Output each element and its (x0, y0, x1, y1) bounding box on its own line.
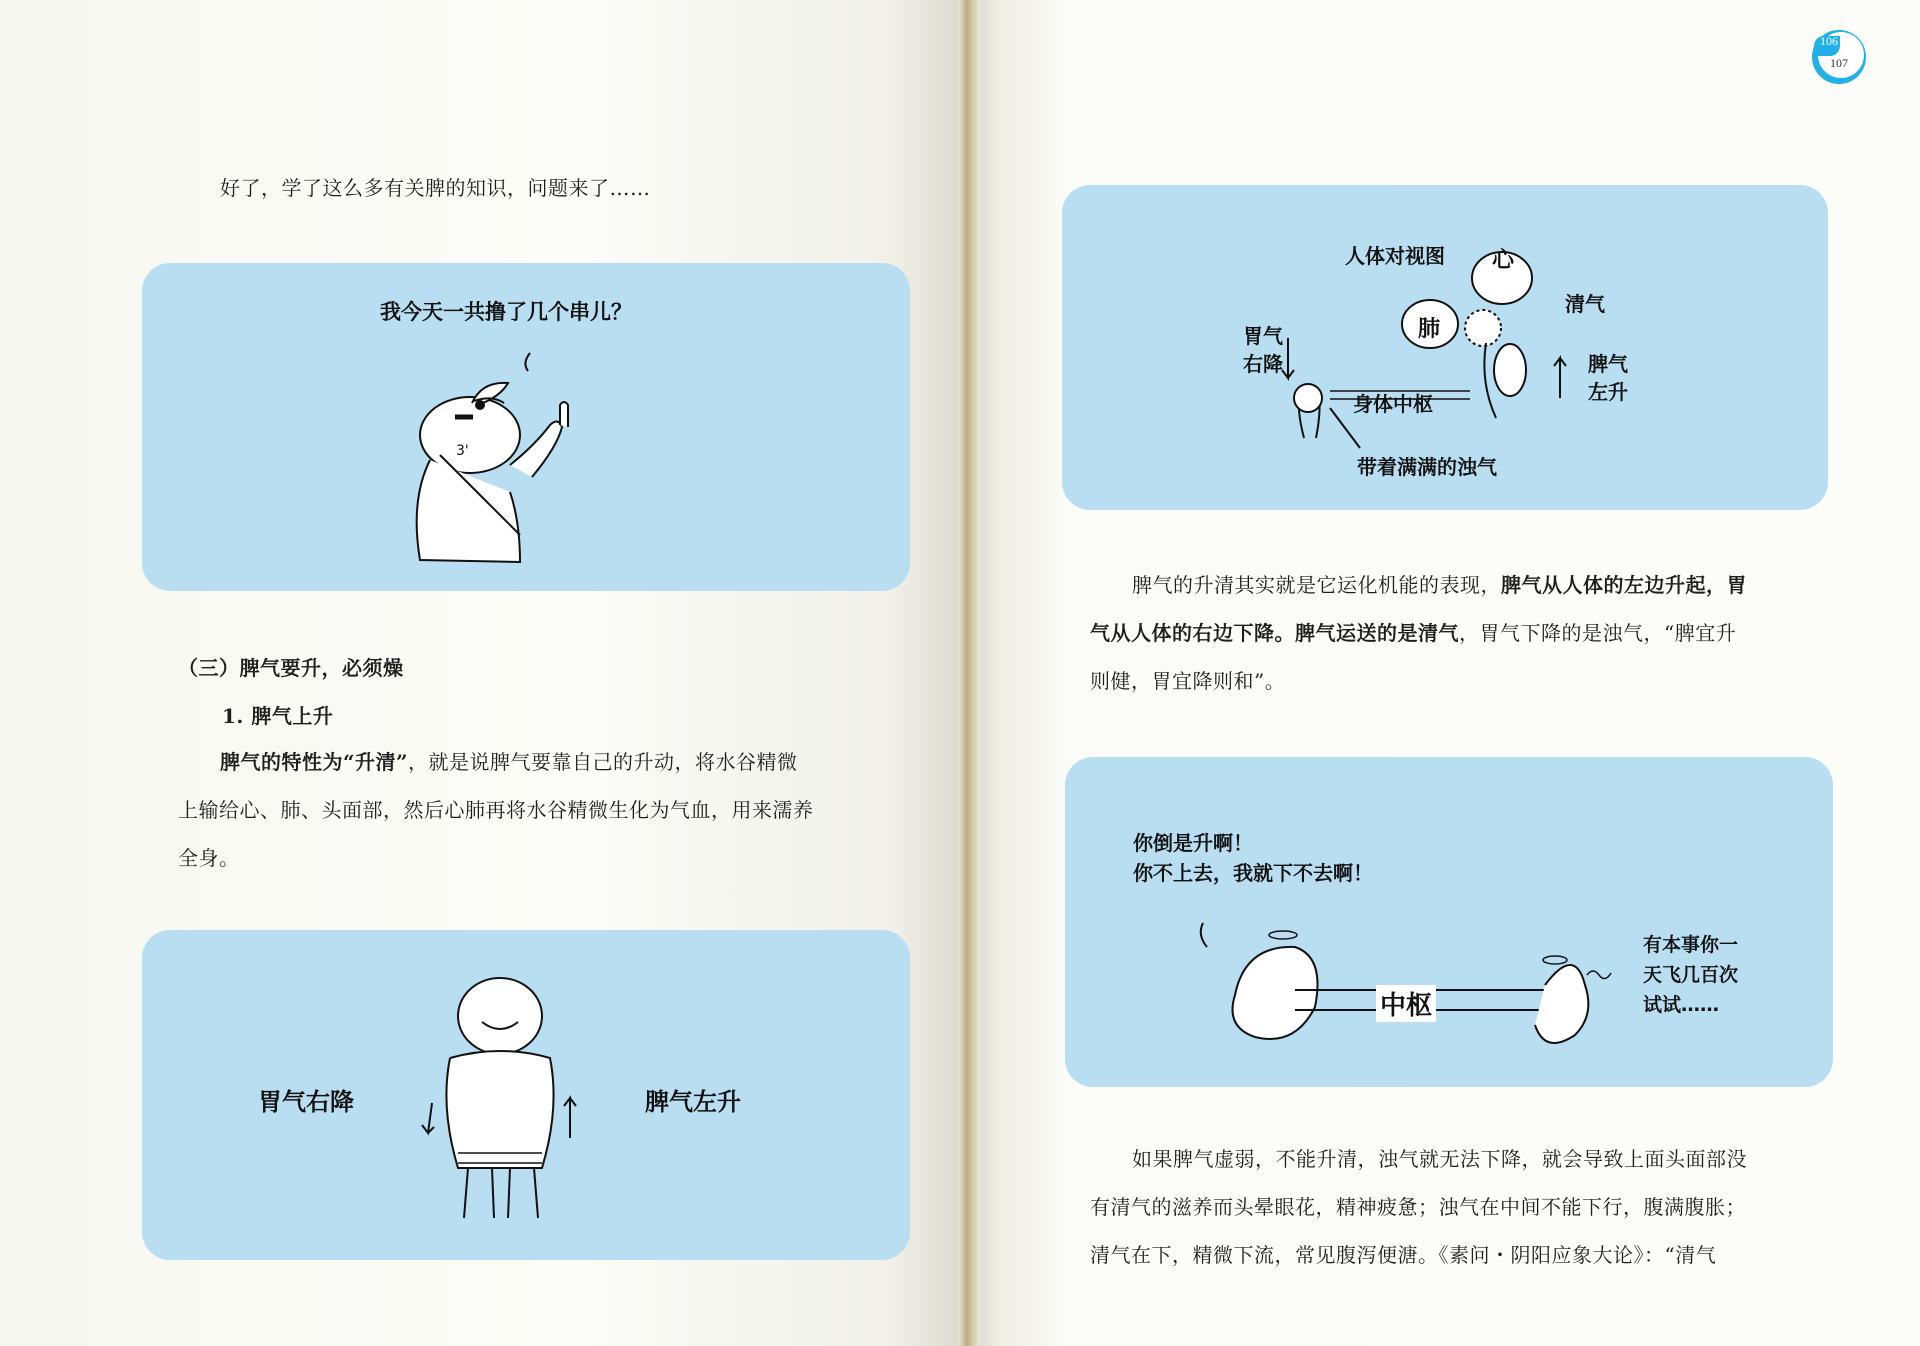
svg-text:3': 3' (456, 443, 469, 459)
spleen-qi-label (1588, 350, 1628, 406)
paragraph-line-2: 上输给心、肺、头面部，然后心肺再将水谷精微生化为气血，用来濡养 (178, 798, 814, 822)
comic4-reply (1643, 930, 1738, 1020)
qingqi-label: 清气 (1565, 292, 1605, 316)
spleen-qi-label-line2: 左升 (1588, 380, 1628, 404)
body-axis-label: 身体中枢 (1353, 392, 1433, 416)
stomach-qi-label-line1: 胃气 (1243, 324, 1283, 348)
paragraph1-line-2-bold: 气从人体的右边下降。脾气运送的是清气 (1090, 621, 1459, 645)
body-figure-illustration (410, 978, 590, 1208)
bold-phrase: 脾气的特性为“升清” (220, 750, 409, 774)
lung-label: 肺 (1418, 317, 1441, 342)
page-number-left: 106 (1820, 34, 1838, 48)
comic4-speech-line1: 你倒是升啊！ (1133, 831, 1253, 855)
book-gutter (958, 0, 980, 1346)
body-diagram-illustration (1240, 248, 1540, 458)
paragraph-line-1 (220, 739, 798, 786)
subheading: 1. 脾气上升 (222, 704, 334, 728)
comic4-speech (1133, 828, 1373, 888)
paragraph1-line-2 (1090, 610, 1736, 657)
center-axis-label: 中枢 (1376, 985, 1436, 1022)
comic2-label-left: 胃气右降 (258, 1088, 354, 1116)
turbid-qi-label: 带着满满的浊气 (1357, 455, 1497, 479)
paragraph1-line-1 (1132, 562, 1747, 609)
paragraph1-line-1-a: 脾气的升清其实就是它运化机能的表现， (1132, 573, 1501, 597)
bunny-character-illustration (400, 345, 600, 575)
paragraph2-line-2: 有清气的滋养而头晕眼花，精神疲惫；浊气在中间不能下行，腹满腹胀； (1090, 1195, 1746, 1219)
comic3-title: 人体对视图 (1345, 244, 1445, 268)
page-number-right: 107 (1830, 56, 1848, 70)
section-heading: （三）脾气要升，必须燥 (178, 656, 404, 680)
stomach-qi-label-line2: 右降 (1243, 352, 1283, 376)
comic4-reply-line3: 试试…… (1643, 994, 1720, 1016)
comic4-reply-line2: 天飞几百次 (1643, 964, 1739, 986)
comic2-label-right: 脾气左升 (645, 1088, 741, 1116)
spleen-qi-label-line1: 脾气 (1588, 352, 1628, 376)
paragraph1-line-3: 则健，胃宜降则和”。 (1090, 669, 1286, 693)
comic4-reply-line1: 有本事你一 (1643, 934, 1739, 956)
paragraph1-line-1-bold: 脾气从人体的左边升起，胃 (1501, 573, 1747, 597)
comic1-speech: 我今天一共撸了几个串儿？ (380, 300, 632, 324)
page-number-badge (1812, 30, 1866, 84)
paragraph1-line-2-b: ，胃气下降的是浊气，“脾宜升 (1459, 621, 1737, 645)
paragraph-line-3: 全身。 (178, 846, 240, 870)
intro-text: 好了，学了这么多有关脾的知识，问题来了…… (220, 176, 651, 200)
comic4-speech-line2: 你不上去，我就下不去啊！ (1133, 861, 1373, 885)
stomach-qi-label (1243, 322, 1283, 378)
paragraph2-line-3: 清气在下，精微下流，常见腹泻便溏。《素问・阴阳应象大论》：“清气 (1090, 1243, 1717, 1267)
paragraph-line-1-rest: ，就是说脾气要靠自己的升动，将水谷精微 (408, 750, 798, 774)
paragraph2-line-1: 如果脾气虚弱，不能升清，浊气就无法下降，就会导致上面头面部没 (1132, 1147, 1747, 1171)
heart-label: 心 (1492, 248, 1515, 273)
